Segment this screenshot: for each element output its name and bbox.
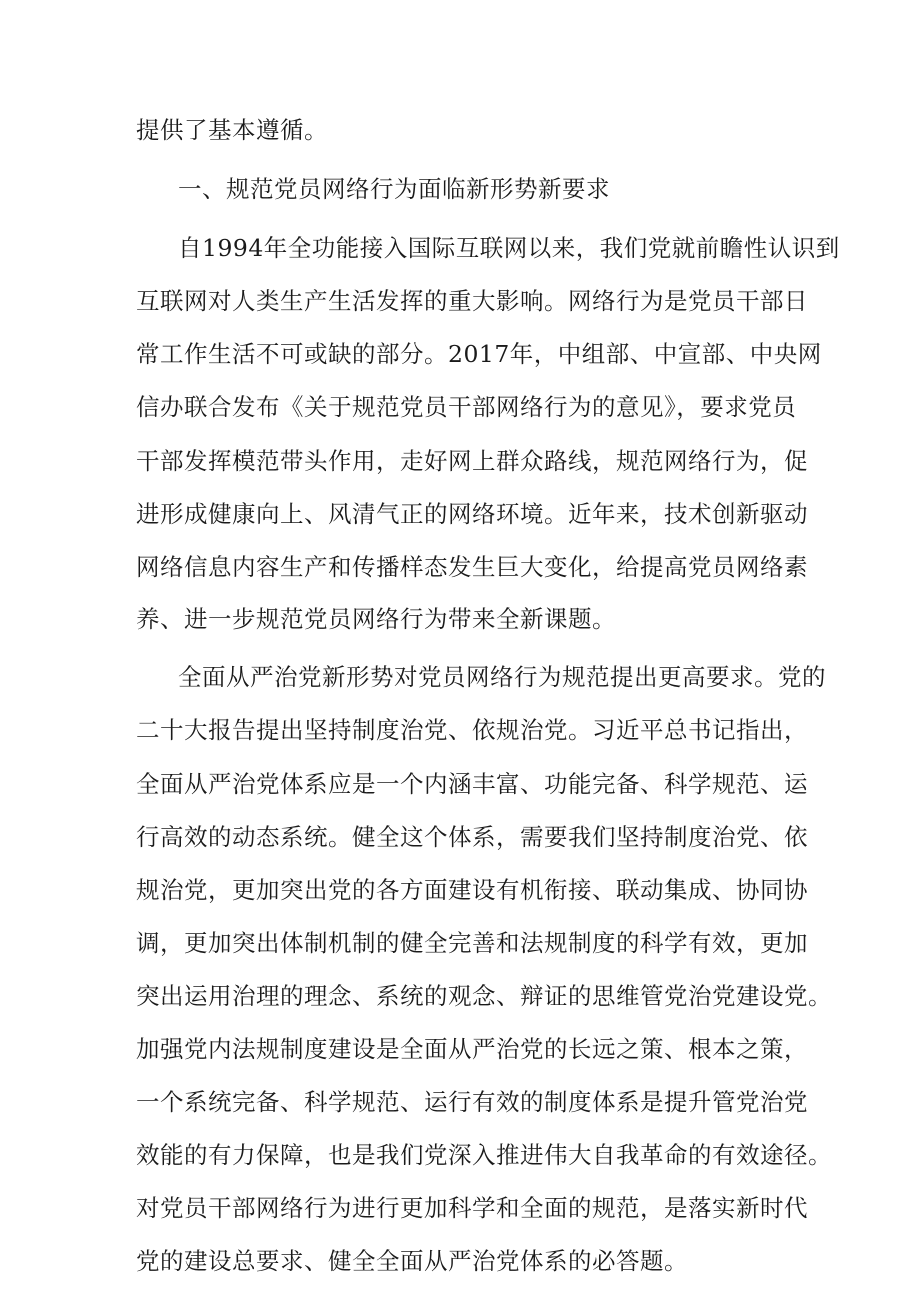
text-line: 信办联合发布《关于规范党员干部网络行为的意见》，要求党员 (136, 393, 797, 421)
text-line: 调，更加突出体制机制的健全完善和法规制度的科学有效，更加 (136, 929, 808, 957)
text-line: 干部发挥模范带头作用，走好网上群众路线，规范网络行为，促 (136, 447, 808, 475)
text-line: 党的建设总要求、健全全面从严治党体系的必答题。 (136, 1247, 688, 1275)
text-line: 全面从严治党体系应是一个内涵丰富、功能完备、科学规范、运 (136, 770, 808, 798)
text-line: 二十大报告提出坚持制度治党、依规治党。习近平总书记指出， (136, 716, 808, 744)
text-line: 进形成健康向上、风清气正的网络环境。近年来，技术创新驱动 (136, 500, 808, 528)
text-line: 互联网对人类生产生活发挥的重大影响。网络行为是党员干部日 (136, 287, 808, 315)
text-line: 全面从严治党新形势对党员网络行为规范提出更高要求。党的 (178, 663, 826, 691)
text-line: 提供了基本遵循。 (136, 116, 328, 144)
text-line: 对党员干部网络行为进行更加科学和全面的规范，是落实新时代 (136, 1194, 808, 1222)
text-line: 突出运用治理的理念、系统的观念、辩证的思维管党治党建设党。 (136, 982, 832, 1010)
text-line: 效能的有力保障，也是我们党深入推进伟大自我革命的有效途径。 (136, 1141, 832, 1169)
text-line: 规治党，更加突出党的各方面建设有机衔接、联动集成、协同协 (136, 876, 808, 904)
text-line: 行高效的动态系统。健全这个体系，需要我们坚持制度治党、依 (136, 823, 808, 851)
text-line: 加强党内法规制度建设是全面从严治党的长远之策、根本之策， (136, 1035, 808, 1063)
text-line: 常工作生活不可或缺的部分。2017年，中组部、中宣部、中央网 (136, 340, 822, 368)
text-line: 自1994年全功能接入国际互联网以来，我们党就前瞻性认识到 (178, 234, 840, 262)
text-line: 网络信息内容生产和传播样态发生巨大变化，给提高党员网络素 (136, 553, 808, 581)
text-line: 养、进一步规范党员网络行为带来全新课题。 (136, 605, 616, 633)
section-heading: 一、规范党员网络行为面临新形势新要求 (178, 175, 610, 203)
text-line: 一个系统完备、科学规范、运行有效的制度体系是提升管党治党 (136, 1088, 808, 1116)
